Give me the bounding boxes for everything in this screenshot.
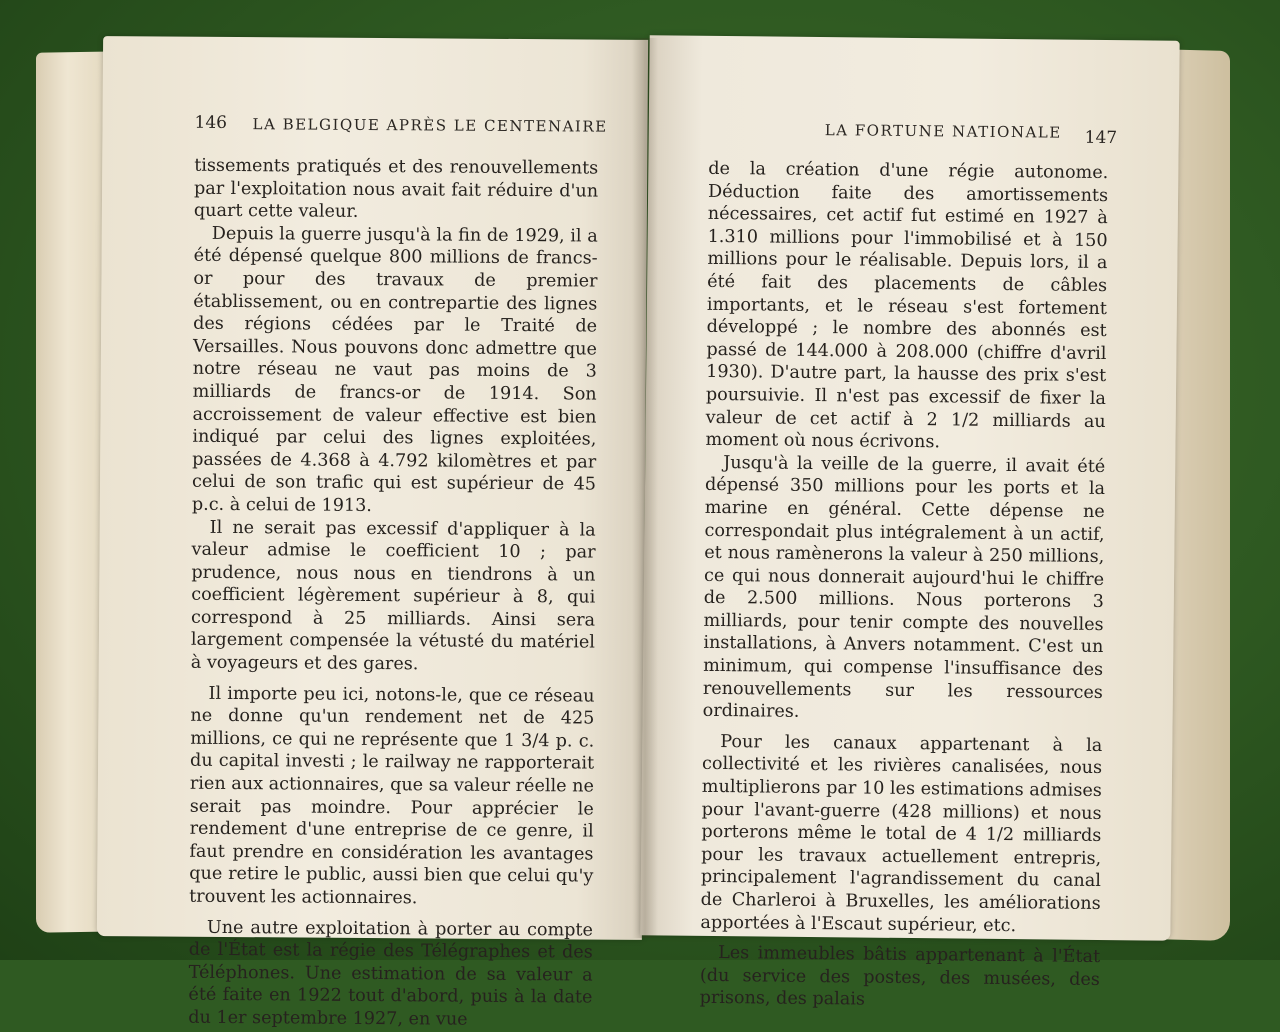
page-number: 147 [1084,127,1118,149]
book-gutter-shadow [632,38,658,938]
paragraph: tissements pratiqués et des renouvellements par l'exploitation nous avait fait réduire d'un quart cette valeur. [193,155,599,223]
paragraph: Depuis la guerre jusqu'à la fin de 1929, il a été dépensé quelque 800 millions de francs-or pour des travaux de premier établissement, ou en contrepartie des lignes des régions cédées par le Traité de Versailles. Nous pouvons donc admettre que notre réseau ne vaut pas moins de 3 milliards de francs-or de 1914. Son accroissement de valeur effective est bien indiqué par celui des lignes exploitées, passées de 4.368 à 4.792 kilomètres et par celui de son trafic qui est supérieur de 45 p.c. à celui de 1913. [191,223,598,516]
running-head: LA BELGIQUE APRÈS LE CENTENAIRE [252,115,608,136]
right-page [640,35,1179,1010]
paragraph: Il importe peu ici, notons-le, que ce réseau ne donne qu'un rendement net de 425 millions, ce qui ne représente que 1 3/4 p. c. du capital investi ; le railway ne rapporterait rien aux actionnaires, que sa valeur réelle ne serait pas moindre. Pour apprécier le rendement d'une entreprise de ce genre, il faut prendre en considération les avantages que retire le public, aussi bien que celui qu'y trouvent les actionnaires. [189,683,595,909]
page-body [700,158,1109,1014]
paragraph: de la création d'une régie autonome. Déduction faite des amortissements nécessaires, cet actif fut estimé en 1927 à 1.310 millions pour l'immobilisé et à 150 millions pour le réalisable. Depuis lors, il a été fait des placements de câbles importants, et le réseau s'est fortement développé ; le nombre des abonnés est passé de 144.000 à 208.000 (chiffre d'avril 1930). D'autre part, la hausse des prix s'est poursuivie. Il n'est pas excessif de fixer la valeur de cet actif à 2 1/2 milliards au moment où nous écrivons. [705,158,1109,453]
paragraph: Pour les canaux appartenant à la collectivité et les rivières canalisées, nous multiplierons par 10 les estimations admises pour l'avant-guerre (428 millions) et nous porterons même le total de 4 1/2 milliards pour les travaux actuellement entrepris, principalement l'agrandissement du canal de Charleroi à Bruxelles, les améliorations apportées à l'Escaut supérieur, etc. [700,731,1103,936]
paragraph: Les immeubles bâtis appartenant à l'État (du service des postes, des musées, des prisons, des palais [699,943,1101,1010]
left-page [97,36,648,1030]
paragraph: Il ne serait pas excessif d'appliquer à la valeur admise le coefficient 10 ; par prudence, nous nous en tiendrons à un coefficient légèrement supérieur à 8, qui correspond à 25 milliards. Ainsi sera largement compensée la vétusté du matériel à voyageurs et des gares. [190,517,596,675]
page-number: 146 [194,112,228,133]
paragraph: Une autre exploitation à porter au compte de l'État est la régie des Télégraphes et des Téléphones. Une estimation de sa valeur a été faite en 1922 tout d'abord, puis à la date du 1er septembre 1927, en vue [188,917,593,1030]
page-body [188,155,598,1032]
paragraph: Jusqu'à la veille de la guerre, il avait été dépensé 350 millions pour les ports et la marine en général. Cette dépense ne correspondait plus intégralement à un actif, et nous ramènerons la valeur à 250 millions, ce qui nous donnerait aujourd'hui le chiffre de 2.500 millions. Nous porterons 3 milliards, pour tenir compte des nouvelles installations, à Anvers notamment. C'est un minimum, qui compense l'insuffisance des renouvellements sur les ressources ordinaires. [702,452,1106,723]
running-head: LA FORTUNE NATIONALE [824,121,1062,142]
